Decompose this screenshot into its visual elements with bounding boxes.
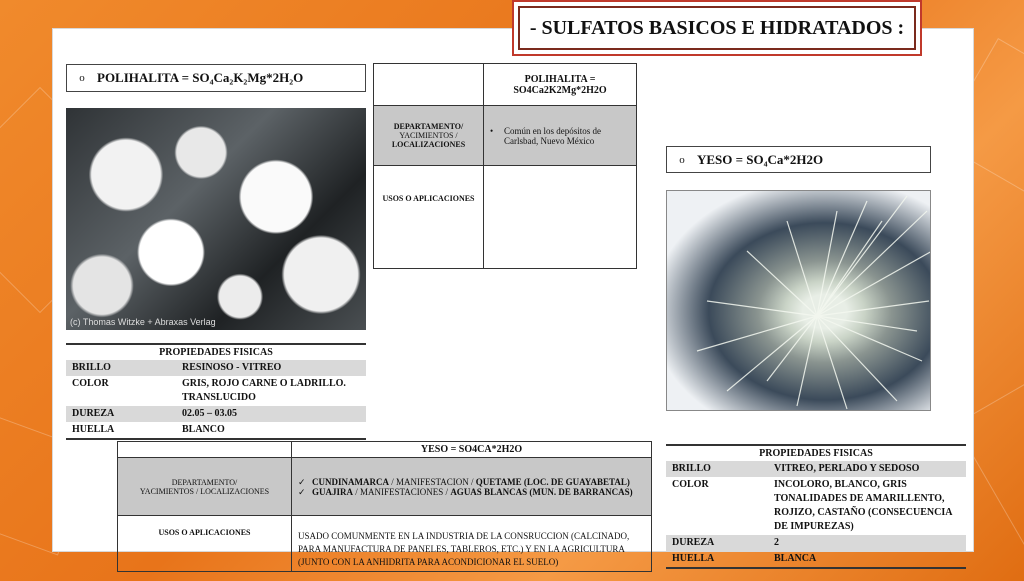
list-item [298,487,645,497]
usos-label: USOS O APLICACIONES [118,516,292,572]
prop-key: COLOR [72,378,109,389]
bullet-icon: o [79,72,85,84]
prop-key: COLOR [672,479,709,490]
prop-key: DUREZA [66,406,176,422]
dept-label-3: LOCALIZACIONES [391,140,466,149]
yeso-photo [666,190,931,411]
usos-value: USADO COMUNMENTE EN LA INDUSTRIA DE LA CONSRUCCION (CALCINADO, PARA MANUFACTURA DE PANELES, TABLEROS, ETC.) Y EN LA AGRICULTURA (JUNTO CON LA ANHIDRITA PARA ACONDICIONAR EL SUELO) [292,516,652,572]
table-row [666,535,966,551]
prop-key: DUREZA [666,535,768,551]
usos-label: USOS O APLICACIONES [374,166,484,269]
item-place: QUETAME (LOC. DE GUAYABETAL) [475,476,630,487]
prop-value: RESINOSO - VITREO [176,360,366,376]
table-row [666,461,966,477]
check-icon: ✓ [298,486,306,497]
polihalita-label-box [66,64,366,92]
prop-value: BLANCO [182,424,225,435]
usos-value [484,166,637,269]
polihalita-info-table [373,63,637,269]
item-type: / MANIFESTACIONES / [353,486,451,497]
polihalita-label: POLIHALITA = SO₄Ca₂K₂Mg*2H₂O [97,70,304,85]
table-row [66,376,366,406]
item-region: GUAJIRA [312,486,354,497]
dept-label [374,106,484,166]
yeso-label-box [666,146,931,173]
photo-credit: (c) Thomas Witzke + Abraxas Verlag [70,317,216,327]
polihalita-props-table [66,343,366,440]
dept-label-1: DEPARTAMENTO/ [171,477,238,487]
item-place: AGUAS BLANCAS (MUN. DE BARRANCAS) [450,486,633,497]
table-row [666,551,966,568]
prop-value: BLANCA [774,553,817,564]
yeso-info-table [117,441,652,572]
list-item [298,477,645,487]
props-header: PROPIEDADES FISICAS [666,445,966,461]
info-header: POLIHALITA = SO4Ca2K2Mg*2H2O [484,64,637,106]
prop-key: BRILLO [66,360,176,376]
check-icon: ✓ [298,476,306,487]
props-header: PROPIEDADES FISICAS [66,344,366,360]
prop-value: VITREO, PERLADO Y SEDOSO [768,461,966,477]
table-row [66,422,366,439]
polihalita-photo [66,108,366,330]
dept-value-cell [484,106,637,166]
table-row [66,406,366,422]
empty-cell [118,442,292,458]
title-box [512,0,922,56]
dept-value-cell [292,458,652,516]
table-row [666,477,966,535]
dept-label-1: DEPARTAMENTO/ [393,122,464,131]
prop-value: INCOLORO, BLANCO, GRIS TONALIDADES DE AMARILLENTO, ROJIZO, CASTAÑO (CONSECUENCIA DE IMPUREZAS) [774,479,952,532]
item-region: CUNDINAMARCA [312,476,389,487]
crystal-spray-illustration [667,191,931,411]
empty-cell [374,64,484,106]
dept-value: Común en los depósitos de Carlsbad, Nuevo México [504,125,601,146]
table-row [66,360,366,376]
prop-key: BRILLO [666,461,768,477]
prop-value: GRIS, ROJO CARNE O LADRILLO. TRANSLUCIDO [182,378,346,403]
prop-value: 2 [768,535,966,551]
prop-key: HUELLA [672,553,715,564]
dept-label [118,458,292,516]
prop-key: HUELLA [72,424,115,435]
bullet-icon: o [679,153,685,166]
bullet-icon: • [490,125,494,136]
info-header: YESO = SO4CA*2H2O [292,442,652,458]
item-type: / MANIFESTACION / [389,476,476,487]
dept-label-2: YACIMIENTOS / LOCALIZACIONES [139,486,270,496]
yeso-props-table [666,444,966,569]
prop-value: 02.05 – 03.05 [176,406,366,422]
dept-label-2: YACIMIENTOS / [399,131,458,140]
page-title: - SULFATOS BASICOS E HIDRATADOS : [518,6,916,50]
yeso-label: YESO = SO₄Ca*2H2O [697,151,824,167]
